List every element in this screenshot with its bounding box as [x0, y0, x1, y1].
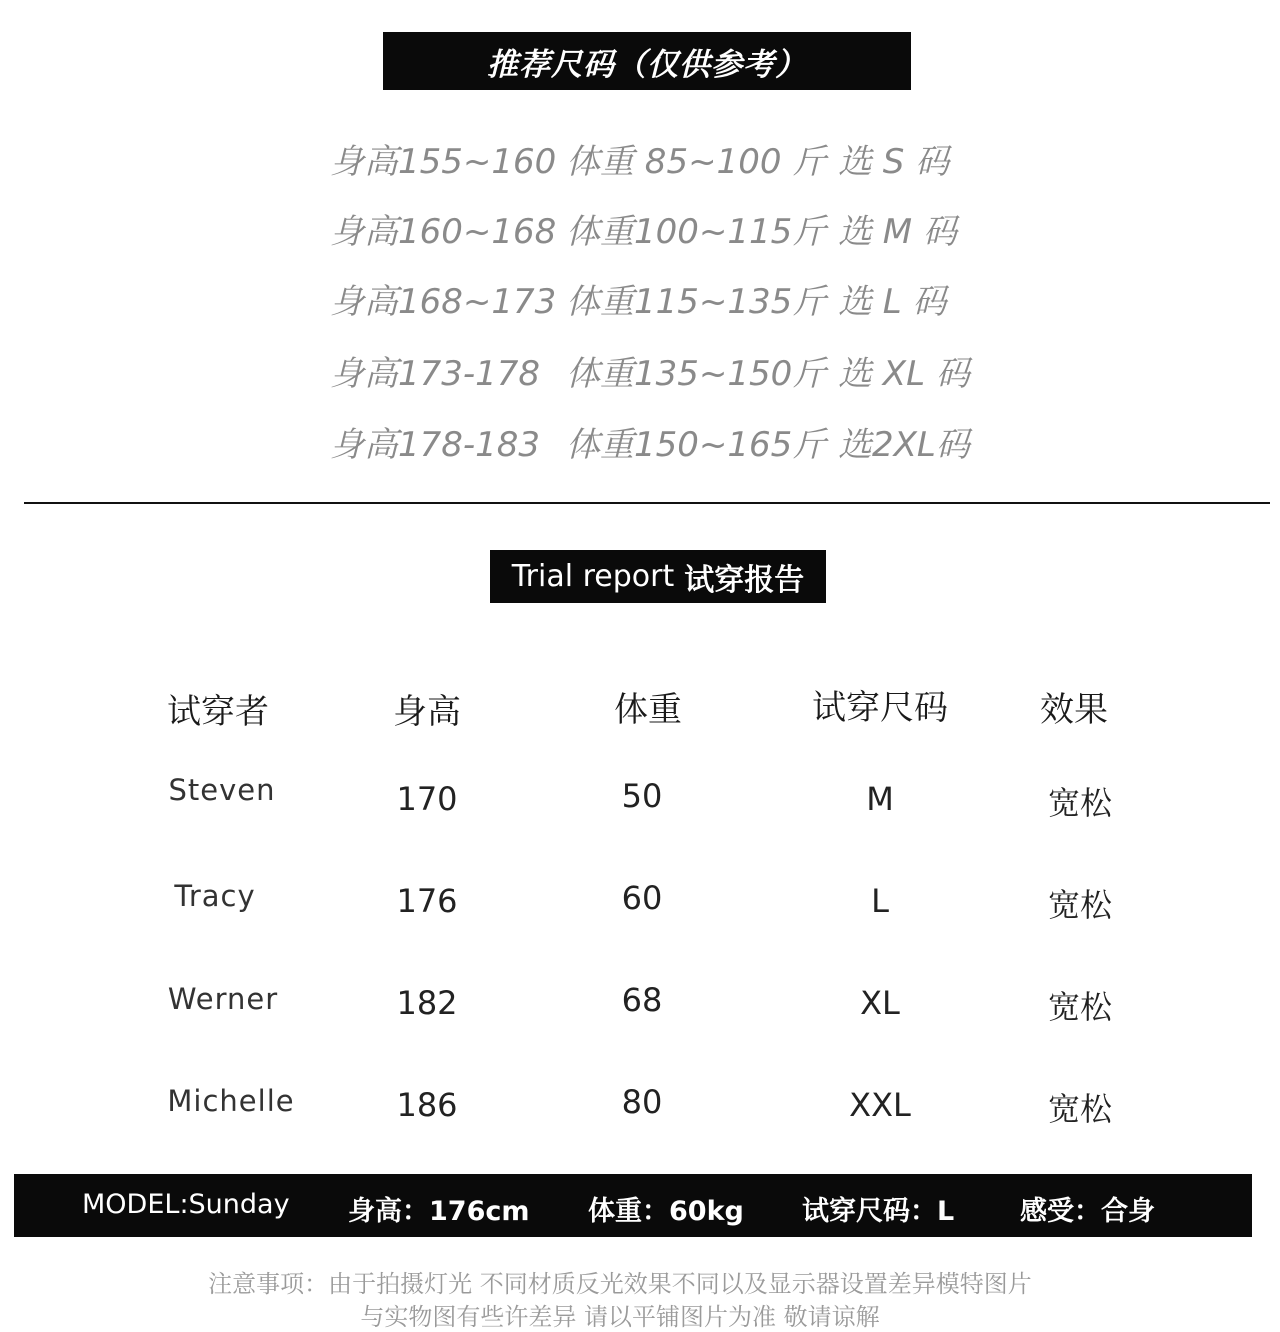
tester-height: 186: [396, 1086, 458, 1124]
tester-name: Michelle: [167, 1084, 295, 1118]
recommend-size: 选 M 码: [838, 212, 957, 252]
tester-height: 176: [396, 882, 458, 920]
tester-effect: 宽松: [1047, 784, 1113, 822]
section-divider: [24, 502, 1270, 504]
recommend-height: 身高173-178: [330, 354, 541, 394]
tester-effect: 宽松: [1047, 988, 1113, 1026]
tester-name: Werner: [167, 982, 279, 1016]
tester-height: 182: [396, 984, 458, 1022]
header-height: 身高: [393, 692, 461, 732]
tester-size: XXL: [849, 1086, 911, 1124]
tester-name: Tracy: [174, 879, 256, 913]
model-weight: 体重：60kg: [588, 1196, 744, 1227]
tester-weight: 60: [621, 879, 663, 917]
model-info-bar: [14, 1174, 1252, 1237]
recommend-title: 推荐尺码（仅供参考）: [487, 46, 807, 83]
header-effect: 效果: [1040, 690, 1108, 730]
model-feel: 感受：合身: [1020, 1196, 1155, 1227]
recommend-size: 选 L 码: [838, 282, 947, 322]
tester-size: L: [871, 882, 889, 920]
tester-size: XL: [860, 984, 900, 1022]
tester-weight: 80: [621, 1083, 663, 1121]
recommend-weight: 体重100~115斤: [566, 212, 827, 252]
recommend-size: 选 S 码: [838, 142, 950, 182]
tester-name: Steven: [168, 773, 276, 807]
recommend-height: 身高155~160: [330, 142, 557, 182]
recommend-weight: 体重135~150斤: [566, 354, 827, 394]
recommend-size: 选 XL 码: [838, 354, 970, 394]
header-weight: 体重: [614, 690, 682, 730]
recommend-size: 选2XL码: [838, 425, 970, 465]
recommend-size-banner: [383, 32, 911, 90]
tester-height: 170: [396, 780, 458, 818]
header-size: 试穿尺码: [812, 688, 948, 728]
tester-effect: 宽松: [1047, 1090, 1113, 1128]
model-height: 身高：176cm: [348, 1196, 530, 1227]
note-line-2: 与实物图有些许差异 请以平铺图片为准 敬请谅解: [360, 1303, 880, 1331]
tester-effect: 宽松: [1047, 886, 1113, 924]
recommend-weight: 体重115~135斤: [566, 282, 827, 322]
tester-weight: 68: [621, 981, 663, 1019]
tester-size: M: [866, 780, 894, 818]
note-line-1: 注意事项：由于拍摄灯光 不同材质反光效果不同以及显示器设置差异模特图片: [208, 1270, 1032, 1298]
recommend-weight: 体重150~165斤: [566, 425, 827, 465]
recommend-weight: 体重 85~100 斤: [566, 142, 827, 182]
trial-title-zh: 试穿报告: [684, 562, 805, 598]
recommend-height: 身高168~173: [330, 282, 557, 322]
trial-report-banner: [490, 550, 826, 603]
recommend-height: 身高178-183: [330, 425, 541, 465]
tester-weight: 50: [621, 777, 663, 815]
header-tester: 试穿者: [167, 692, 269, 732]
model-size: 试穿尺码：L: [802, 1196, 955, 1227]
model-name: MODEL:Sunday: [82, 1189, 290, 1220]
recommend-height: 身高160~168: [330, 212, 557, 252]
trial-title-en: Trial report: [511, 559, 675, 594]
